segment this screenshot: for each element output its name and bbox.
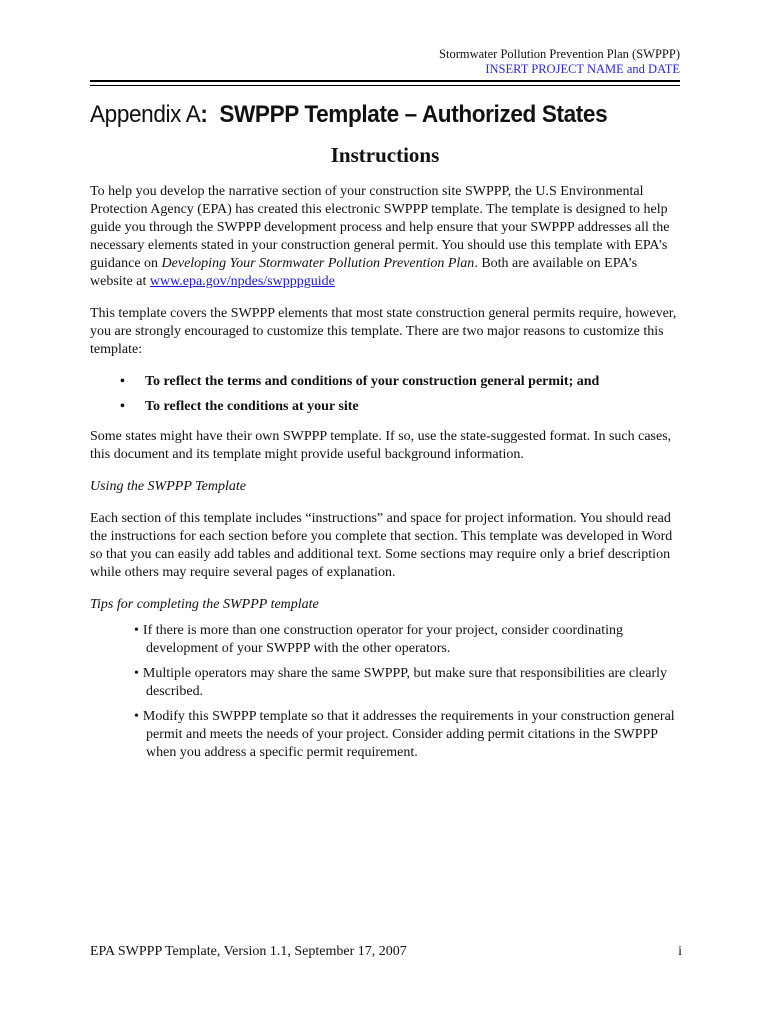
bullet-icon: • [120, 374, 125, 389]
footer-version: EPA SWPPP Template, Version 1.1, September 17, 2007 [90, 944, 407, 959]
document-body [90, 183, 682, 769]
appendix-main-title: SWPPP Template – Authorized States [219, 101, 608, 128]
header-rule-thin [90, 85, 680, 86]
subheading-tips: Tips for completing the SWPPP template [90, 597, 319, 612]
bullet-icon: • [134, 709, 139, 724]
appendix-prefix: Appendix A [90, 101, 201, 128]
list-item [90, 708, 682, 762]
appendix-title [90, 99, 607, 131]
bullet-icon: • [120, 399, 125, 414]
state-template-paragraph: Some states might have their own SWPPP template. If so, use the state-suggested format. In such cases, this document and its template might provide useful background information. [90, 429, 672, 462]
reason-text: To reflect the conditions at your site [145, 399, 359, 414]
list-item [90, 398, 682, 416]
tip-text: Multiple operators may share the same SWPPP, but make sure that responsibilities are clearly described. [142, 666, 668, 699]
list-item [90, 665, 682, 701]
epa-guide-link[interactable]: www.epa.gov/npdes/swpppguide [149, 274, 335, 289]
header-rule-thick [90, 80, 680, 82]
bullet-icon: • [134, 623, 139, 638]
intro-text-part2: . Both are available on EPA’s website at [90, 256, 638, 289]
list-item [90, 622, 682, 658]
guidance-title: Developing Your Stormwater Pollution Prevention Plan [161, 256, 475, 271]
header-project-placeholder: INSERT PROJECT NAME and DATE [485, 62, 680, 76]
section-heading-instructions: Instructions [330, 143, 440, 167]
page-header [439, 47, 680, 77]
tips-list [90, 622, 682, 762]
subheading-using-template: Using the SWPPP Template [90, 479, 246, 494]
page-number: i [678, 944, 682, 959]
appendix-colon: : [200, 101, 208, 128]
tip-text: If there is more than one construction operator for your project, consider coordinating development of your SWPPP with the other operators. [142, 623, 624, 656]
reasons-list [90, 373, 682, 416]
intro-text-part1: To help you develop the narrative section of your construction site SWPPP, the U.S Environmental Protection Agency (EPA) has created this electronic SWPPP template. The template is designed to help guide you through the SWPPP development process and help ensure that your SWPPP addresses all the necessary elements stated in your construction general permit. You should use this template with EPA’s guidance on [90, 184, 670, 271]
customize-paragraph: This template covers the SWPPP elements that most state construction general permits require, however, you are strongly encouraged to customize this template. There are two major reasons to customize this template: [90, 306, 677, 357]
header-plan-title: Stormwater Pollution Prevention Plan (SWPPP) [439, 47, 680, 61]
reason-text: To reflect the terms and conditions of your construction general permit; and [145, 374, 600, 389]
list-item [90, 373, 682, 391]
tip-text: Modify this SWPPP template so that it addresses the requirements in your construction general permit and meets the needs of your project. Consider adding permit citations in the SWPPP when you address a specific permit requirement. [142, 709, 675, 760]
intro-paragraph [90, 183, 682, 291]
template-sections-paragraph: Each section of this template includes “instructions” and space for project information. You should read the instructions for each section before you complete that section. This template was developed in Word so that you can easily add tables and additional text. Some sections may require only a brief description while others may require several pages of explanation. [90, 511, 673, 580]
bullet-icon: • [134, 666, 139, 681]
